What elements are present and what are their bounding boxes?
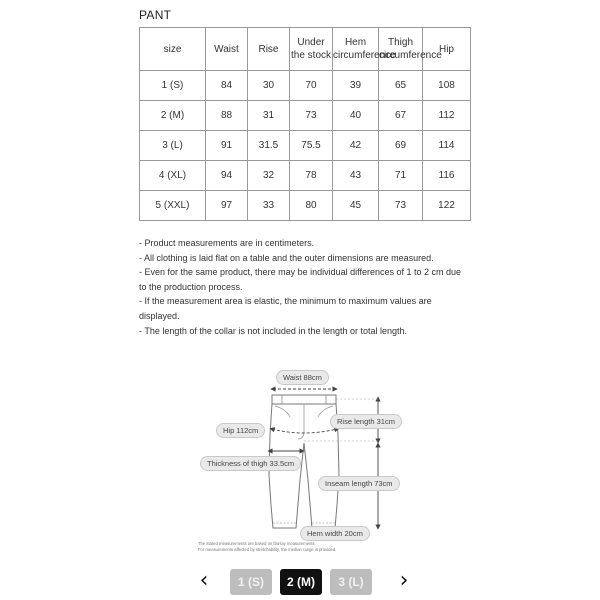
note-item: - The length of the collar is not included in the length or total length.: [139, 325, 408, 336]
size-page-2[interactable]: 2 (M): [280, 569, 322, 595]
measurement-cell: 31.5: [248, 131, 290, 161]
chevron-left-icon[interactable]: ‹: [199, 568, 209, 593]
measurement-cell: 33: [248, 191, 290, 221]
waist-label: Waist 88cm: [276, 370, 329, 385]
pants-measurement-diagram: [190, 365, 420, 560]
column-header: [206, 28, 248, 71]
measurement-cell: 122: [423, 191, 471, 221]
measurement-cell: 78: [290, 161, 333, 191]
measurement-notes: [139, 236, 469, 338]
measurement-cell: 40: [333, 101, 379, 131]
table-row: [140, 131, 471, 161]
size-pager: [190, 568, 420, 596]
size-page-3[interactable]: 3 (L): [330, 569, 372, 595]
measurement-cell: 32: [248, 161, 290, 191]
hem-label: Hem width 20cm: [300, 526, 370, 541]
pocket-left: [275, 406, 290, 417]
measurement-cell: 80: [290, 191, 333, 221]
note-item: - All clothing is laid flat on a table and the outer dimensions are measured.: [139, 252, 434, 263]
measurement-cell: 30: [248, 71, 290, 101]
size-page-1[interactable]: 1 (S): [230, 569, 272, 595]
column-header-text: circumference: [379, 50, 442, 61]
measurement-cell: 43: [333, 161, 379, 191]
size-cell: 4 (XL): [140, 161, 206, 191]
chevron-right-icon[interactable]: ›: [399, 568, 409, 593]
measurement-cell: 45: [333, 191, 379, 221]
measurement-cell: 112: [423, 101, 471, 131]
hip-label: Hip 112cm: [216, 423, 265, 438]
measurement-cell: 73: [290, 101, 333, 131]
column-header: [248, 28, 290, 71]
fineprint-line: For measurements affected by stretchability, the median range is provided.: [198, 547, 337, 552]
measurement-cell: 65: [379, 71, 423, 101]
column-header: [379, 28, 442, 71]
note-item: - Product measurements are in centimeters.: [139, 238, 315, 248]
column-header-text: Under: [297, 37, 325, 48]
measurement-cell: 84: [206, 71, 248, 101]
column-header-text: size: [163, 43, 182, 55]
measurement-cell: 116: [423, 161, 471, 191]
size-cell: 1 (S): [140, 71, 206, 101]
rise-label: Rise length 31cm: [330, 414, 402, 429]
measurement-cell: 94: [206, 161, 248, 191]
measurement-cell: 69: [379, 131, 423, 161]
column-header: [423, 28, 471, 71]
table-row: [140, 191, 471, 221]
column-header: [333, 28, 396, 71]
size-cell: 2 (M): [140, 101, 206, 131]
column-header-text: the stock: [290, 50, 332, 61]
fly-seam: [298, 404, 304, 439]
column-header: [140, 28, 206, 71]
note-item: - If the measurement area is elastic, the minimum to maximum values are displayed.: [139, 296, 432, 321]
size-table: [139, 27, 471, 221]
measurement-cell: 108: [423, 71, 471, 101]
column-header-text: circumference: [333, 50, 396, 61]
measurement-cell: 39: [333, 71, 379, 101]
measurement-cell: 73: [379, 191, 423, 221]
table-row: [140, 101, 471, 131]
measurement-cell: 97: [206, 191, 248, 221]
size-cell: 3 (L): [140, 131, 206, 161]
measurement-cell: 71: [379, 161, 423, 191]
column-header-text: Waist: [214, 43, 239, 55]
size-cell: 5 (XXL): [140, 191, 206, 221]
column-header-text: Thigh: [387, 37, 413, 48]
table-header-row: [140, 28, 471, 71]
measurement-cell: 88: [206, 101, 248, 131]
table-row: [140, 71, 471, 101]
measurement-cell: 42: [333, 131, 379, 161]
column-header-text: Hip: [438, 43, 454, 55]
measurement-cell: 31: [248, 101, 290, 131]
column-header: [290, 28, 333, 71]
measurement-cell: 67: [379, 101, 423, 131]
pocket-right: [318, 406, 333, 417]
page-title: PANT: [139, 8, 172, 22]
diagram-fineprint: [198, 541, 336, 553]
measurement-cell: 70: [290, 71, 333, 101]
fineprint-line: The stated measurements are based on flat-lay measurements.: [198, 541, 316, 546]
measurement-cell: 114: [423, 131, 471, 161]
table-body: [140, 71, 471, 221]
thigh-label: Thickness of thigh 33.5cm: [200, 456, 301, 471]
inseam-label: Inseam length 73cm: [318, 476, 400, 491]
column-header-text: Rise: [258, 43, 279, 55]
column-header-text: Hem: [344, 37, 367, 48]
hip-measure-line: [272, 429, 337, 433]
measurement-cell: 91: [206, 131, 248, 161]
note-item: - Even for the same product, there may be individual differences of 1 to 2 cm due to the production process.: [139, 267, 462, 292]
table-row: [140, 161, 471, 191]
measurement-cell: 75.5: [290, 131, 333, 161]
